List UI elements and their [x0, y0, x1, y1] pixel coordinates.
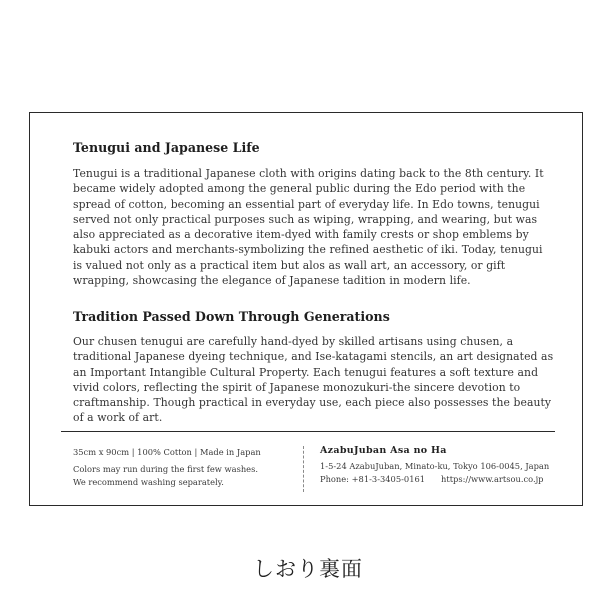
care-note-line-2: We recommend washing separately. — [73, 477, 224, 487]
product-spec: 35cm x 90cm | 100% Cotton | Made in Japan — [73, 447, 261, 457]
shop-contact — [320, 473, 570, 487]
footer-divider — [61, 431, 555, 432]
shop-name: AzabuJuban Asa no Ha — [320, 445, 447, 456]
product-info — [73, 446, 298, 490]
shop-website-link[interactable]: https://www.artsou.co.jp — [441, 474, 544, 484]
footer-vertical-divider — [303, 446, 304, 492]
section-body-tenugui-life: Tenugui is a traditional Japanese cloth with origins dating back to the 8th century. It became widely adopted among the general public during the Edo period with the spread of cotton, becoming an essential part of everyday life. In Edo towns, tenugui served not only practical purposes such as wiping, wrapping, and wearing, but was also appreciated as a decorative item-dyed with family crests or shop emblems by kabuki actors and merchants-symbolizing the refined aesthetic of iki. Today, tenugui is valued not only as a practical item but alos as wall art, an accessory, or gift wrapping, showcasing the elegance of Japanese tadition in modern life. — [73, 167, 544, 288]
section-title-tradition: Tradition Passed Down Through Generations — [73, 309, 390, 324]
shop-info — [320, 444, 570, 487]
image-caption: しおり裏面 — [253, 557, 363, 581]
shop-phone: Phone: +81-3-3405-0161 — [320, 474, 426, 484]
section-body-tradition: Our chusen tenugui are carefully hand-dyed by skilled artisans using chusen, a traditional Japanese dyeing technique, and Ise-katagami stencils, an art designated as an Important Intangible Cultural Property. Each tenugui features a soft texture and vivid colors, reflecting the spirit of Japanese monozukuri-the sincere devotion to craftmanship. Though practical in everyday use, each piece also possesses the beauty of a work of art. — [73, 335, 554, 425]
section-title-tenugui-life: Tenugui and Japanese Life — [73, 140, 260, 155]
care-note-line-1: Colors may run during the first few washes. — [73, 463, 258, 474]
bookmark-card — [29, 112, 583, 506]
shop-address: 1-5-24 AzabuJuban, Minato-ku, Tokyo 106-0045, Japan — [320, 460, 550, 471]
